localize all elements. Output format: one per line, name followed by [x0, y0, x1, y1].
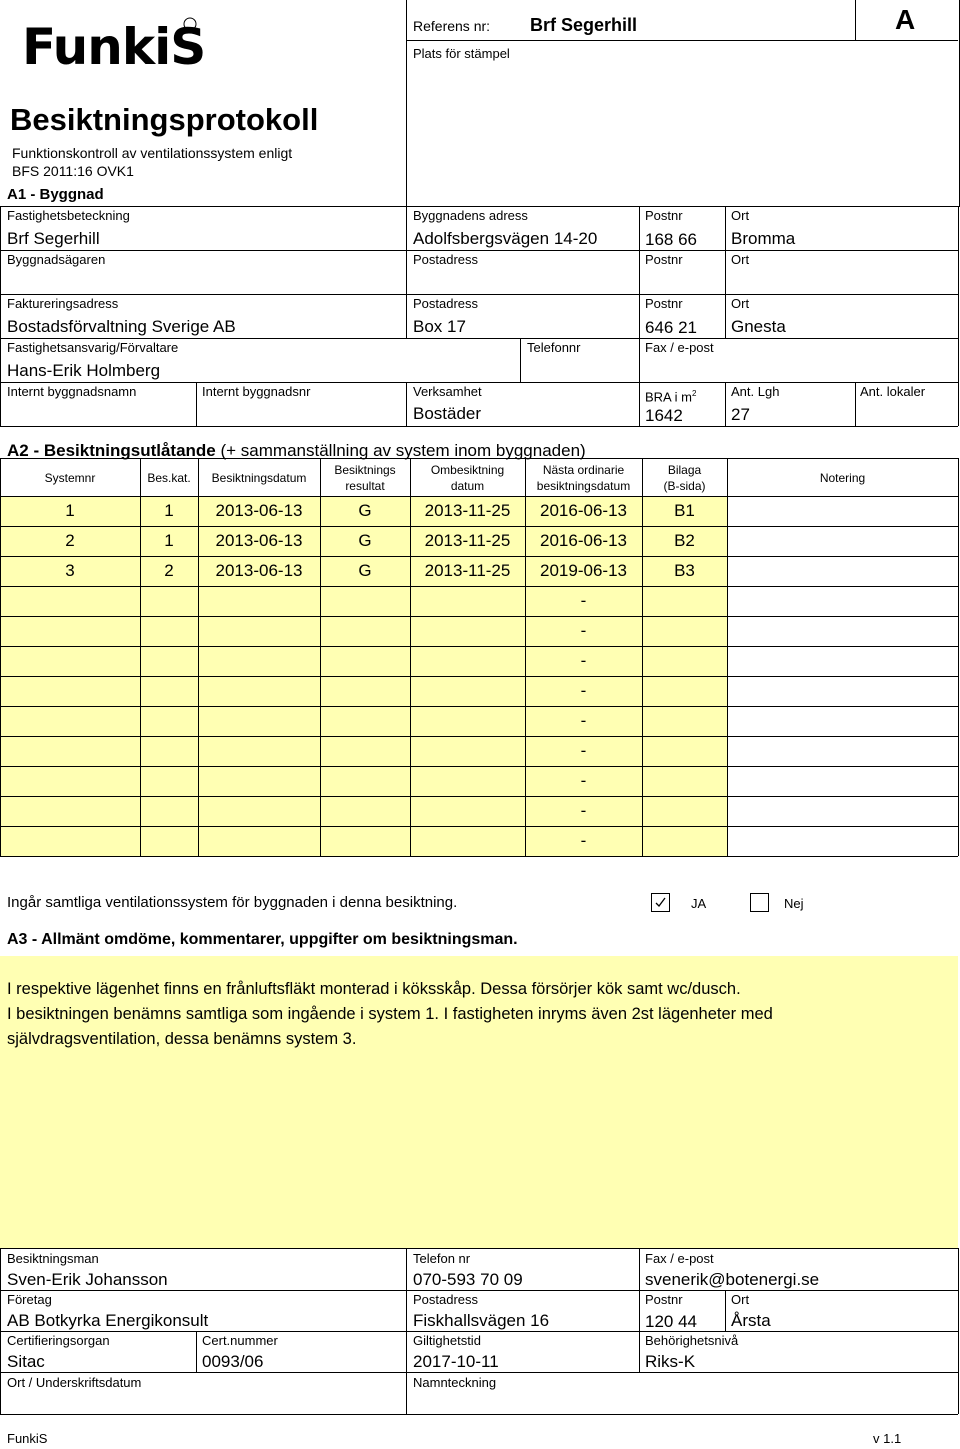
postnr3-value: 646 21	[645, 318, 697, 337]
cert-org-label: Certifieringsorgan	[7, 1333, 110, 1348]
insp-telefon-value: 070-593 70 09	[413, 1270, 523, 1289]
besiktningsman-label: Besiktningsman	[7, 1251, 99, 1266]
bra-label-sup: 2	[691, 389, 697, 398]
table-cell-beskat: 1	[164, 531, 174, 550]
besiktningsman-value: Sven-Erik Johansson	[7, 1270, 168, 1289]
table-cell-nasta: -	[580, 651, 587, 670]
cert-nr-label: Cert.nummer	[202, 1333, 278, 1348]
foretag-value: AB Botkyrka Energikonsult	[7, 1311, 209, 1330]
a3-comment-box	[0, 956, 958, 1248]
col-systemnr: Systemnr	[44, 471, 96, 485]
corner-letter: A	[895, 4, 916, 35]
col-omb-1: Ombesiktning	[430, 463, 505, 477]
insp-fax-value: svenerik@botenergi.se	[645, 1270, 820, 1289]
table-cell-besdatum: 2013-06-13	[215, 531, 303, 550]
table-cell-resultat: G	[358, 501, 372, 520]
table-cell-resultat: G	[358, 561, 372, 580]
a2-grid-line	[0, 458, 958, 459]
table-cell-omb: 2013-11-25	[424, 561, 511, 580]
ja-checkbox[interactable]	[651, 893, 670, 912]
table-cell-nasta: 2019-06-13	[540, 561, 627, 580]
a2-grid-line	[0, 766, 958, 767]
a3-line2: I besiktningen benämns samtliga som ingående i system 1. I fastigheten inryms även 2st lägenheter med	[7, 1005, 773, 1023]
reference-label: Referens nr:	[413, 18, 491, 34]
table-cell-nasta: -	[580, 621, 587, 640]
insp-postadress-value: Fiskhallsvägen 16	[413, 1311, 550, 1330]
bra-value: 1642	[645, 406, 683, 425]
ansvarig-value: Hans-Erik Holmberg	[7, 361, 161, 380]
table-cell-besdatum: 2013-06-13	[215, 561, 303, 580]
a2-heading-bold: A2 - Besiktningsutlåtande	[7, 441, 216, 460]
insp-fax-label: Fax / e-post	[645, 1251, 714, 1266]
fax-label: Fax / e-post	[645, 340, 714, 355]
postnr2-label: Postnr	[645, 252, 683, 267]
a2-grid-line	[0, 856, 958, 857]
funkis-logo-graphic	[20, 14, 220, 74]
postnr-value: 168 66	[645, 230, 697, 249]
table-cell-bilaga: B1	[674, 501, 695, 520]
ort3-value: Gnesta	[731, 317, 786, 336]
funkis-logo	[20, 14, 220, 74]
foretag-label: Företag	[7, 1292, 52, 1307]
postnr-label: Postnr	[645, 208, 683, 223]
footer-right: v 1.1	[873, 1431, 902, 1446]
giltighet-value: 2017-10-11	[413, 1352, 499, 1371]
a2-grid-line	[0, 556, 958, 557]
byggnadens-adress-value: Adolfsbergsvägen 14-20	[413, 229, 598, 248]
col-omb-2: datum	[450, 479, 485, 493]
faktureringsadress-label: Faktureringsadress	[7, 296, 119, 311]
a3-line1: I respektive lägenhet finns en frånluftsfläkt monterad i köksskåp. Dessa försörjer kök samt wc/dusch.	[7, 980, 741, 998]
table-cell-systemnr: 2	[65, 531, 75, 550]
ort2-label: Ort	[731, 252, 750, 267]
insp-telefon-label: Telefon nr	[413, 1251, 471, 1266]
table-cell-resultat: G	[358, 531, 372, 550]
table-cell-nasta: -	[580, 741, 587, 760]
insp-ort-value: Årsta	[731, 1311, 771, 1330]
nej-label: Nej	[784, 896, 804, 911]
ort-label: Ort	[731, 208, 750, 223]
a2-grid-line	[0, 616, 958, 617]
col-resultat-2: resultat	[345, 479, 385, 493]
postnr3-label: Postnr	[645, 296, 683, 311]
bra-label-text: BRA i m	[645, 389, 692, 405]
a2-grid-line	[727, 458, 728, 856]
ja-label: JA	[691, 896, 707, 911]
a2-heading-rest: (+ sammanställning av system inom byggnaden)	[215, 441, 586, 460]
col-besdatum: Besiktningsdatum	[211, 471, 307, 485]
ant-lgh-label: Ant. Lgh	[731, 384, 780, 399]
table-cell-beskat: 2	[164, 561, 174, 580]
internt-namn-label: Internt byggnadsnamn	[7, 384, 137, 399]
a2-grid-line	[958, 458, 959, 856]
giltighet-label: Giltighetstid	[413, 1333, 481, 1348]
table-cell-beskat: 1	[164, 501, 174, 520]
a3-line3: självdragsventilation, dessa benämns system 3.	[7, 1030, 357, 1048]
ansvarig-label: Fastighetsansvarig/Förvaltare	[7, 340, 179, 355]
table-cell-bilaga: B2	[674, 531, 695, 550]
a2-grid-line	[0, 496, 958, 497]
a2-grid-line	[0, 826, 958, 827]
table-cell-nasta: -	[580, 831, 587, 850]
telefon-label: Telefonnr	[527, 340, 581, 355]
insp-ort-label: Ort	[731, 1292, 750, 1307]
table-cell-nasta: -	[580, 801, 587, 820]
postadress3-label: Postadress	[413, 296, 479, 311]
ant-lokaler-label: Ant. lokaler	[860, 384, 926, 399]
table-cell-systemnr: 1	[65, 501, 75, 520]
table-cell-nasta: -	[580, 771, 587, 790]
a1-heading: A1 - Byggnad	[7, 186, 104, 203]
table-cell-besdatum: 2013-06-13	[215, 501, 303, 520]
postadress-label: Postadress	[413, 252, 479, 267]
cert-org-value: Sitac	[7, 1352, 45, 1371]
nej-checkbox[interactable]	[750, 893, 769, 912]
ort-value: Bromma	[731, 229, 796, 248]
page-title: Besiktningsprotokoll	[10, 102, 319, 137]
table-cell-omb: 2013-11-25	[424, 531, 511, 550]
a2-grid-line	[0, 676, 958, 677]
table-cell-bilaga: B3	[674, 561, 695, 580]
checkmark-icon	[652, 894, 669, 911]
stamp-label: Plats för stämpel	[413, 46, 510, 61]
col-nasta-2: besiktningsdatum	[536, 479, 631, 493]
behorighet-label: Behörighetsnivå	[645, 1333, 739, 1348]
a3-heading: A3 - Allmänt omdöme, kommentarer, uppgifter om besiktningsman.	[7, 931, 518, 948]
ant-lgh-value: 27	[731, 405, 750, 424]
table-cell-nasta: -	[580, 591, 587, 610]
table-cell-nasta: -	[580, 711, 587, 730]
a2-grid-line	[0, 736, 958, 737]
logo-text: FunkiS	[22, 18, 206, 74]
col-resultat-1: Besiktnings	[334, 463, 396, 477]
byggnadens-adress-label: Byggnadens adress	[413, 208, 528, 223]
faktureringsadress-value: Bostadsförvaltning Sverige AB	[7, 317, 236, 336]
a2-grid-line	[0, 586, 958, 587]
subtitle-line1: Funktionskontroll av ventilationssystem enligt	[12, 145, 293, 161]
internt-nr-label: Internt byggnadsnr	[202, 384, 311, 399]
a2-grid-line	[0, 526, 958, 527]
ort3-label: Ort	[731, 296, 750, 311]
a2-grid-line	[0, 646, 958, 647]
table-cell-nasta: -	[580, 681, 587, 700]
insp-postadress-label: Postadress	[413, 1292, 479, 1307]
table-cell-nasta: 2016-06-13	[540, 501, 627, 520]
ingar-text: Ingår samtliga ventilationssystem för byggnaden i denna besiktning.	[7, 894, 458, 911]
col-notering: Notering	[819, 471, 866, 485]
postadress3-value: Box 17	[413, 317, 466, 336]
col-bilaga-1: Bilaga	[667, 463, 702, 477]
table-cell-systemnr: 3	[65, 561, 75, 580]
footer-left: FunkiS	[7, 1431, 48, 1446]
insp-postnr-label: Postnr	[645, 1292, 683, 1307]
byggnadsagaren-label: Byggnadsägaren	[7, 252, 106, 267]
table-cell-omb: 2013-11-25	[424, 501, 511, 520]
namnteckning-label: Namnteckning	[413, 1375, 497, 1390]
ort-datum-label: Ort / Underskriftsdatum	[7, 1375, 142, 1390]
verksamhet-label: Verksamhet	[413, 384, 482, 399]
col-nasta-1: Nästa ordinarie	[542, 463, 625, 477]
bra-label	[645, 387, 696, 404]
cert-nr-value: 0093/06	[202, 1352, 264, 1371]
col-bilaga-2: (B-sida)	[663, 479, 706, 493]
col-beskat: Bes.kat.	[147, 471, 191, 485]
a2-grid-line	[0, 796, 958, 797]
verksamhet-value: Bostäder	[413, 404, 482, 423]
table-cell-nasta: 2016-06-13	[540, 531, 627, 550]
fastighetsbeteckning-label: Fastighetsbeteckning	[7, 208, 130, 223]
behorighet-value: Riks-K	[645, 1352, 696, 1371]
subtitle-line2: BFS 2011:16 OVK1	[12, 163, 134, 179]
insp-postnr-value: 120 44	[645, 1312, 697, 1331]
a2-grid-line	[0, 706, 958, 707]
fastighetsbeteckning-value: Brf Segerhill	[7, 229, 100, 248]
reference-value: Brf Segerhill	[530, 15, 638, 35]
